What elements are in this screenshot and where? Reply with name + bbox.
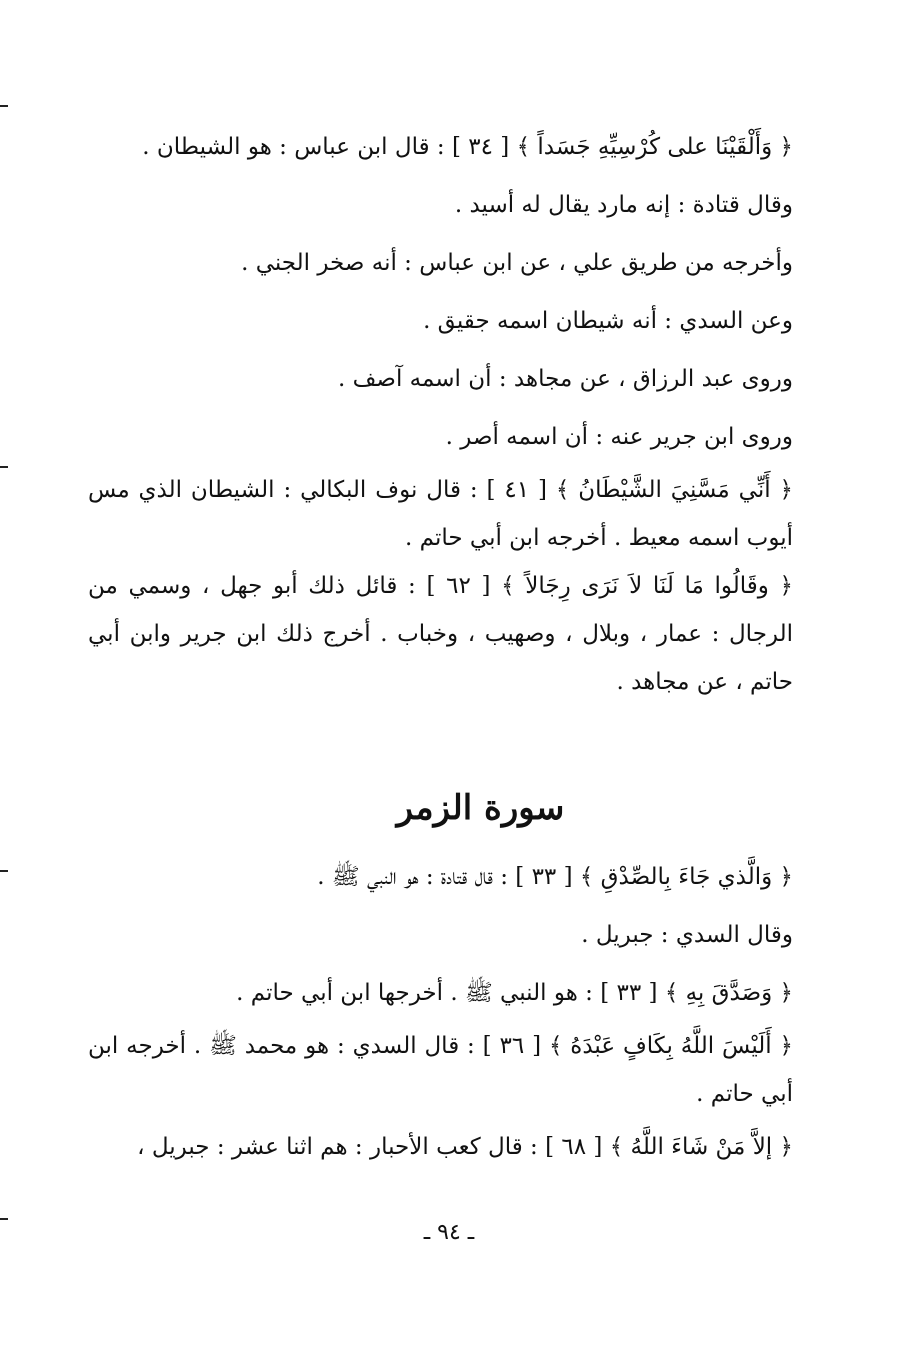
paragraph-suddi-jibril: وقال السدي : جبريل .: [581, 922, 793, 948]
section-title: سورة الزمر: [396, 788, 565, 828]
margin-mark: [0, 466, 8, 468]
margin-mark: [0, 870, 8, 872]
paragraph-verse-34: ﴿ وَأَلْقَيْنَا على كُرْسِيِّهِ جَسَداً ﴾ [ ٣٤ ] : قال ابن عباس : هو الشيطان .: [142, 134, 793, 160]
paragraph-abd-al-razzaq: وروى عبد الرزاق ، عن مجاهد : أن اسمه آصف .: [338, 366, 793, 392]
paragraph-verse-33-b: ﴿ وَصَدَّقَ بِهِ ﴾ [ ٣٣ ] : هو النبي ﷺ . أخرجها ابن أبي حاتم .: [236, 980, 793, 1006]
page-body: [88, 118, 793, 1176]
paragraph-qatada: وقال قتادة : إنه مارد يقال له أسيد .: [454, 192, 793, 218]
margin-mark: [0, 1218, 8, 1220]
paragraph-verse-41: ﴿ أَنِّي مَسَّنِيَ الشَّيْطَانُ ﴾ [ ٤١ ] : قال نوف البكالي : الشيطان الذي مس أيوب اسمه معيط . أخرجه ابن أبي حاتم .: [88, 477, 794, 551]
paragraph-suddi: وعن السدي : أنه شيطان اسمه جقيق .: [423, 308, 793, 334]
page-number: ـ ٩٤ ـ: [423, 1220, 475, 1245]
paragraph-ibn-jarir: وروى ابن جرير عنه : أن اسمه أصر .: [445, 424, 793, 450]
paragraph-verse-36: ﴿ أَلَيْسَ اللَّهُ بِكَافٍ عَبْدَهُ ﴾ [ ٣٦ ] : قال السدي : هو محمد ﷺ . أخرجه ابن أبي حاتم .: [88, 1033, 793, 1107]
margin-mark: [0, 105, 8, 107]
paragraph-ali: وأخرجه من طريق علي ، عن ابن عباس : أنه صخر الجني .: [241, 250, 793, 276]
paragraph-verse-68: ﴿ إلاَّ مَنْ شَاءَ اللَّهُ ﴾ [ ٦٨ ] : قال كعب الأحبار : هم اثنا عشر : جبريل ،: [137, 1134, 793, 1160]
paragraph-verse-62: ﴿ وقَالُوا مَا لَنَا لاَ نَرَى رِجَالاً ﴾ [ ٦٢ ] : قائل ذلك أبو جهل ، وسمي من الرجال : عمار ، وبلال ، وصهيب ، وخباب . أخرج ذلك ابن جرير وابن أبي حاتم ، عن مجاهد .: [88, 573, 793, 695]
paragraph-verse-33-a: ﴿ وَالَّذي جَاءَ بِالصِّدْقِ ﴾ [ ٣٣ ] : قال قتادة : هو النبي ﷺ .: [317, 864, 793, 890]
